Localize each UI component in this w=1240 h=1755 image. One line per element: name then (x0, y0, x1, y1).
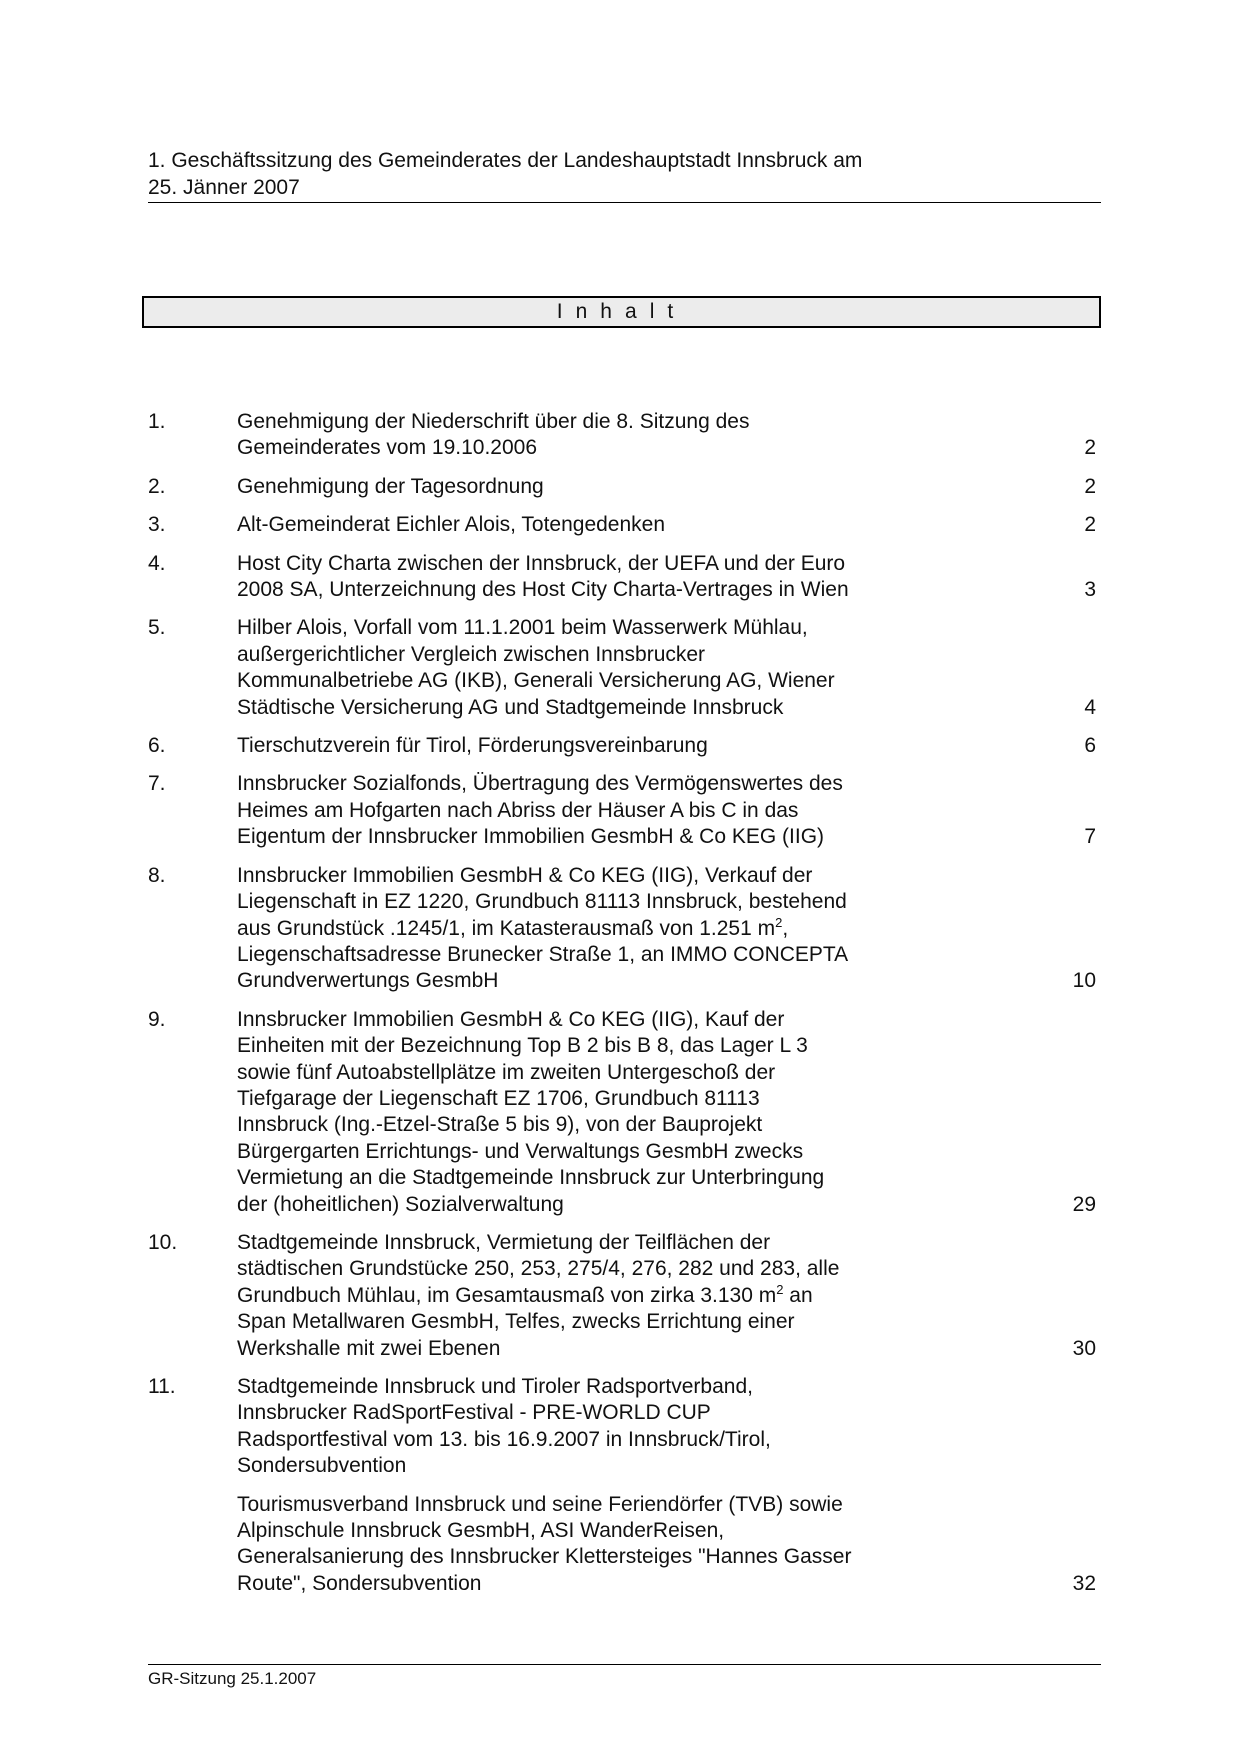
toc-entry-page-number: 3 (1084, 578, 1096, 602)
toc-entry-title-line: Grundbuch Mühlau, im Gesamtausmaß von zirka 3.130 $m^2$ an (237, 1281, 813, 1307)
toc-entry-title-line: Liegenschaftsadresse Brunecker Straße 1, an IMMO CONCEPTA (237, 942, 849, 966)
toc-entry-title-line: Bürgergarten Errichtungs- und Verwaltungs GesmbH zwecks (237, 1139, 804, 1163)
toc-entry (148, 1492, 1100, 1598)
toc-entry (148, 551, 1100, 604)
toc-entry-number: 7. (148, 772, 166, 796)
toc-entry-number (148, 1492, 237, 1598)
toc-entry (148, 733, 1100, 759)
toc-entry-title-line: Städtische Versicherung AG und Stadtgemeinde Innsbruck (237, 695, 784, 719)
toc-entry-number: 10. (148, 1230, 178, 1254)
toc-entry (148, 409, 1100, 462)
toc-entry-title-line: Heimes am Hofgarten nach Abriss der Häuser A bis C in das (237, 798, 799, 822)
toc-entry-page-number: 10 (1072, 969, 1096, 993)
toc-entry-title (237, 1230, 937, 1362)
toc-entry-number: 9. (148, 1007, 166, 1031)
toc-entry-title-line: Grundverwertungs GesmbH (237, 969, 499, 993)
toc-entry-number: 11. (148, 1375, 176, 1398)
toc-entry-title-line: Gemeinderates vom 19.10.2006 (237, 436, 538, 460)
toc-entry-title-line: Werkshalle mit zwei Ebenen (237, 1336, 501, 1360)
toc-entry-title-line: städtischen Grundstücke 250, 253, 275/4, 276, 282 und 283, alle (237, 1257, 840, 1281)
toc-entry-title-line: Vermietung an die Stadtgemeinde Innsbruck zur Unterbringung (237, 1166, 825, 1190)
toc-entry-title-line: außergerichtlicher Vergleich zwischen Innsbrucker (237, 642, 706, 666)
toc-entry-title (237, 409, 937, 462)
toc-entry-number: 1. (148, 410, 166, 433)
toc-entry (148, 863, 1100, 995)
toc-entry-title (237, 1492, 937, 1598)
toc-entry-title (237, 1374, 937, 1480)
toc-entry-page-number: 29 (1072, 1192, 1096, 1216)
toc-entry-title-line: Innsbruck (Ing.-Etzel-Straße 5 bis 9), von der Bauprojekt (237, 1113, 763, 1137)
header-line-1: 1. Geschäftssitzung des Gemeinderates der Landeshauptstadt Innsbruck am (148, 149, 863, 172)
toc-entry-number: 5. (148, 616, 166, 640)
toc-entry-title (237, 733, 937, 759)
toc-entry-title-line: Hilber Alois, Vorfall vom 11.1.2001 beim Wasserwerk Mühlau, (237, 616, 808, 640)
toc-entry-page-number: 2 (1084, 436, 1096, 460)
toc-entry-page-number: 7 (1084, 825, 1096, 849)
toc-entry-title-line: Genehmigung der Tagesordnung (237, 474, 544, 498)
toc-entry-title (237, 771, 937, 850)
toc-entry-page-number: 30 (1072, 1336, 1096, 1360)
toc-entry-title-line: Stadtgemeinde Innsbruck, Vermietung der Teilflächen der (237, 1230, 771, 1254)
toc-entry-title-line: Host City Charta zwischen der Innsbruck, der UEFA und der Euro (237, 551, 846, 575)
toc-entry (148, 615, 1100, 721)
toc-entry-number: 2. (148, 474, 166, 498)
table-of-contents (148, 409, 1100, 1609)
toc-entry-title-line: aus Grundstück .1245/1, im Katasterausmaß von 1.251 $m^2$, (237, 914, 789, 940)
toc-entry-title-line: Tiefgarage der Liegenschaft EZ 1706, Grundbuch 81113 (237, 1086, 760, 1110)
toc-entry-title-line: Innsbrucker Immobilien GesmbH & Co KEG (IIG), Verkauf der (237, 863, 813, 887)
toc-entry-number: 6. (148, 734, 166, 758)
toc-entry-title (237, 615, 937, 721)
toc-entry-title-line: Innsbrucker Immobilien GesmbH & Co KEG (IIG), Kauf der (237, 1007, 785, 1031)
toc-entry-number: 8. (148, 863, 166, 887)
toc-entry-title-line: Radsportfestival vom 13. bis 16.9.2007 in Innsbruck/Tirol, (237, 1427, 771, 1451)
toc-entry-title-line: Innsbrucker RadSportFestival - PRE-WORLD CUP (237, 1401, 711, 1425)
toc-entry-title-line: Span Metallwaren GesmbH, Telfes, zwecks Errichtung einer (237, 1310, 795, 1334)
toc-entry-title-line: Innsbrucker Sozialfonds, Übertragung des Vermögenswertes des (237, 772, 843, 796)
toc-entry-title-line: Einheiten mit der Bezeichnung Top B 2 bis B 8, das Lager L 3 (237, 1034, 808, 1058)
footer-divider (148, 1664, 1101, 1665)
toc-entry-title-line: sowie fünf Autoabstellplätze im zweiten Untergeschoß der (237, 1060, 776, 1084)
toc-entry-title-line: Tierschutzverein für Tirol, Förderungsvereinbarung (237, 734, 708, 758)
toc-entry-title-line: Alt-Gemeinderat Eichler Alois, Totengedenken (237, 513, 666, 537)
toc-entry-title (237, 474, 937, 500)
toc-entry (148, 1230, 1100, 1362)
toc-entry-page-number: 6 (1084, 734, 1096, 758)
toc-entry-page-number (937, 1374, 1100, 1480)
toc-entry-title-line: Liegenschaft in EZ 1220, Grundbuch 81113 Innsbruck, bestehend (237, 890, 847, 914)
toc-entry-title (237, 512, 937, 538)
page-footer: GR-Sitzung 25.1.2007 (148, 1669, 317, 1688)
toc-entry-title-line: der (hoheitlichen) Sozialverwaltung (237, 1192, 564, 1216)
toc-entry-page-number: 2 (1084, 474, 1096, 498)
toc-entry-title-line: Alpinschule Innsbruck GesmbH, ASI WanderReisen, (237, 1519, 725, 1543)
toc-entry-title-line: Stadtgemeinde Innsbruck und Tiroler Radsportverband, (237, 1375, 753, 1398)
header-line-2: 25. Jänner 2007 (148, 176, 300, 199)
toc-entry (148, 474, 1100, 500)
toc-entry-title-line: 2008 SA, Unterzeichnung des Host City Charta-Vertrages in Wien (237, 578, 849, 602)
toc-entry-page-number: 32 (1072, 1571, 1096, 1595)
toc-entry-title-line: Route", Sondersubvention (237, 1571, 482, 1595)
document-header (148, 147, 1101, 203)
toc-entry (148, 771, 1100, 850)
toc-entry-number: 4. (148, 551, 166, 575)
toc-entry-title-line: Kommunalbetriebe AG (IKB), Generali Versicherung AG, Wiener (237, 669, 835, 693)
toc-entry-title-line: Genehmigung der Niederschrift über die 8. Sitzung des (237, 410, 750, 433)
toc-entry-title-line: Generalsanierung des Innsbrucker Klettersteiges "Hannes Gasser (237, 1545, 852, 1569)
toc-entry-title-line: Sondersubvention (237, 1454, 407, 1478)
toc-entry-page-number: 4 (1084, 695, 1096, 719)
toc-entry-title-line: Tourismusverband Innsbruck und seine Feriendörfer (TVB) sowie (237, 1492, 843, 1516)
toc-entry-title (237, 551, 937, 604)
toc-entry-page-number: 2 (1084, 513, 1096, 537)
toc-entry-title (237, 863, 937, 995)
toc-entry (148, 512, 1100, 538)
toc-entry-title-line: Eigentum der Innsbrucker Immobilien GesmbH & Co KEG (IIG) (237, 825, 825, 849)
toc-entry (148, 1374, 1100, 1480)
toc-entry-title (237, 1007, 937, 1218)
toc-entry (148, 1007, 1100, 1218)
toc-entry-number: 3. (148, 513, 166, 537)
inhalt-heading: Inhalt (142, 296, 1101, 328)
